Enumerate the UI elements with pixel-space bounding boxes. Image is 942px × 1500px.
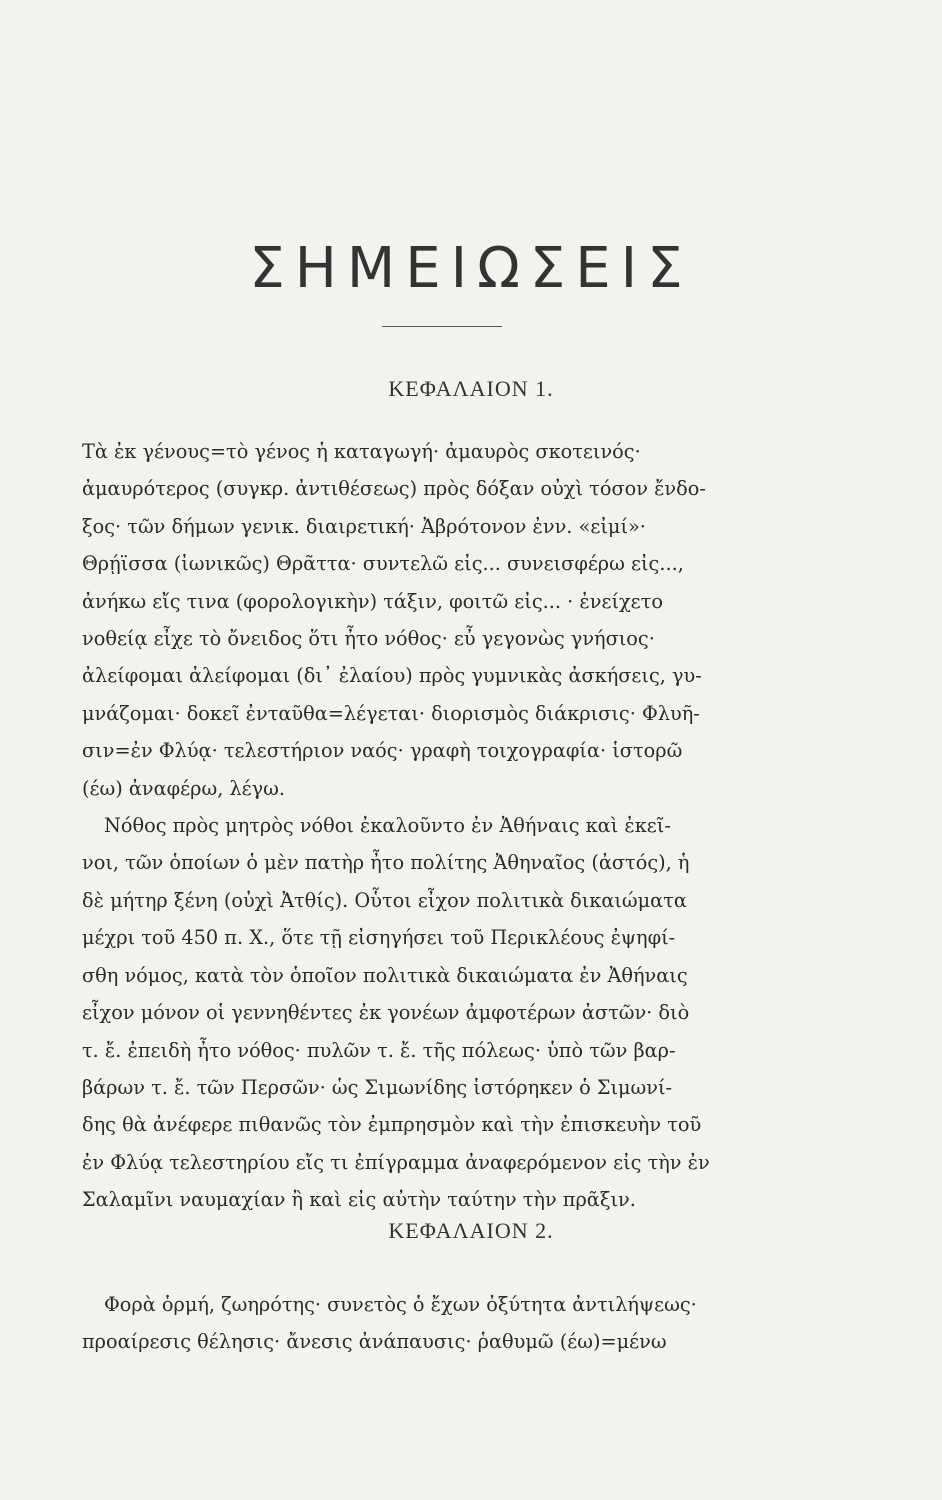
text-line: (έω) ἀναφέρω, λέγω. — [82, 776, 286, 800]
text-line: ἀμαυρότερος (συγκρ. ἀντιθέσεως) πρὸς δόξαν οὐχὶ τόσον ἔνδο- — [82, 477, 706, 501]
text-line: τ. ἔ. ἐπειδὴ ἦτο νόθος· πυλῶν τ. ἔ. τῆς πόλεως· ὑπὸ τῶν βαρ- — [82, 1038, 676, 1062]
text-line: εἶχον μόνον οἱ γεννηθέντες ἐκ γονέων ἀμφοτέρων ἀστῶν· διὸ — [82, 1001, 690, 1025]
text-line: Σαλαμῖνι ναυμαχίαν ἢ καὶ εἰς αὐτὴν ταύτην τὴν πρᾶξιν. — [82, 1188, 636, 1212]
text-line: σιν=ἐν Φλύᾳ· τελεστήριον ναός· γραφὴ τοιχογραφία· ἱστορῶ — [82, 739, 683, 763]
text-line: ἀλείφομαι ἀλείφομαι (δι᾽ ἐλαίου) πρὸς γυμνικὰς ἀσκήσεις, γυ- — [82, 664, 702, 688]
text-line: προαίρεσις θέλησις· ἄνεσις ἀνάπαυσις· ῥαθυμῶ (έω)=μένω — [82, 1330, 667, 1354]
heading-divider — [382, 326, 502, 327]
text-line: δὲ μήτηρ ξένη (οὐχὶ Ἀτθίς). Οὗτοι εἶχον πολιτικὰ δικαιώματα — [82, 888, 687, 912]
chapter-2-title: ΚΕΦΑΛΑΙΟΝ 2. — [388, 1218, 554, 1243]
text-line: ξος· τῶν δήμων γενικ. διαιρετική· Ἀβρότονον ἐνν. «εἰμί»· — [82, 514, 646, 538]
text-line: βάρων τ. ἔ. τῶν Περσῶν· ὡς Σιμωνίδης ἱστόρηκεν ὁ Σιμωνί- — [82, 1075, 673, 1099]
chapter-1-title: ΚΕΦΑΛΑΙΟΝ 1. — [388, 376, 554, 401]
page-heading: ΣΗΜΕΙΩΣΕΙΣ — [249, 236, 693, 301]
text-line: σθη νόμος, κατὰ τὸν ὁποῖον πολιτικὰ δικαιώματα ἐν Ἀθήναις — [82, 963, 688, 987]
text-line: μνάζομαι· δοκεῖ ἐνταῦθα=λέγεται· διορισμὸς διάκρισις· Φλυῆ- — [82, 701, 700, 725]
text-line: Φορὰ ὁρμή, ζωηρότης· συνετὸς ὁ ἔχων ὀξύτητα ἀντιλήψεως· — [104, 1293, 697, 1316]
text-line: Τὰ ἐκ γένους=τὸ γένος ἡ καταγωγή· ἀμαυρὸς σκοτεινός· — [82, 440, 641, 463]
chapter-2-text — [82, 1286, 844, 1361]
text-line: μέχρι τοῦ 450 π. Χ., ὅτε τῇ εἰσηγήσει τοῦ Περικλέους ἐψηφί- — [82, 926, 676, 950]
text-line: νοθείᾳ εἶχε τὸ ὄνειδος ὅτι ἦτο νόθος· εὖ γεγονὼς γνήσιος· — [82, 627, 655, 651]
text-line: Νόθος πρὸς μητρὸς νόθοι ἐκαλοῦντο ἐν Ἀθήναις καὶ ἐκεῖ- — [104, 814, 671, 838]
text-line: νοι, τῶν ὁποίων ὁ μὲν πατὴρ ἦτο πολίτης Ἀθηναῖος (ἀστός), ἡ — [82, 851, 690, 875]
text-line: ἐν Φλύᾳ τελεστηρίου εἴς τι ἐπίγραμμα ἀναφερόμενον εἰς τὴν ἐν — [82, 1150, 710, 1174]
text-line: Θρῄϊσσα (ἰωνικῶς) Θρᾶττα· συντελῶ εἰς... συνεισφέρω εἰς..., — [82, 552, 684, 576]
text-line: ἀνήκω εἴς τινα (φορολογικὴν) τάξιν, φοιτῶ εἰς... · ἐνείχετο — [82, 589, 663, 613]
text-line: δης θὰ ἀνέφερε πιθανῶς τὸν ἐμπρησμὸν καὶ τὴν ἐπισκευὴν τοῦ — [82, 1113, 702, 1137]
chapter-1-text — [82, 433, 844, 1219]
